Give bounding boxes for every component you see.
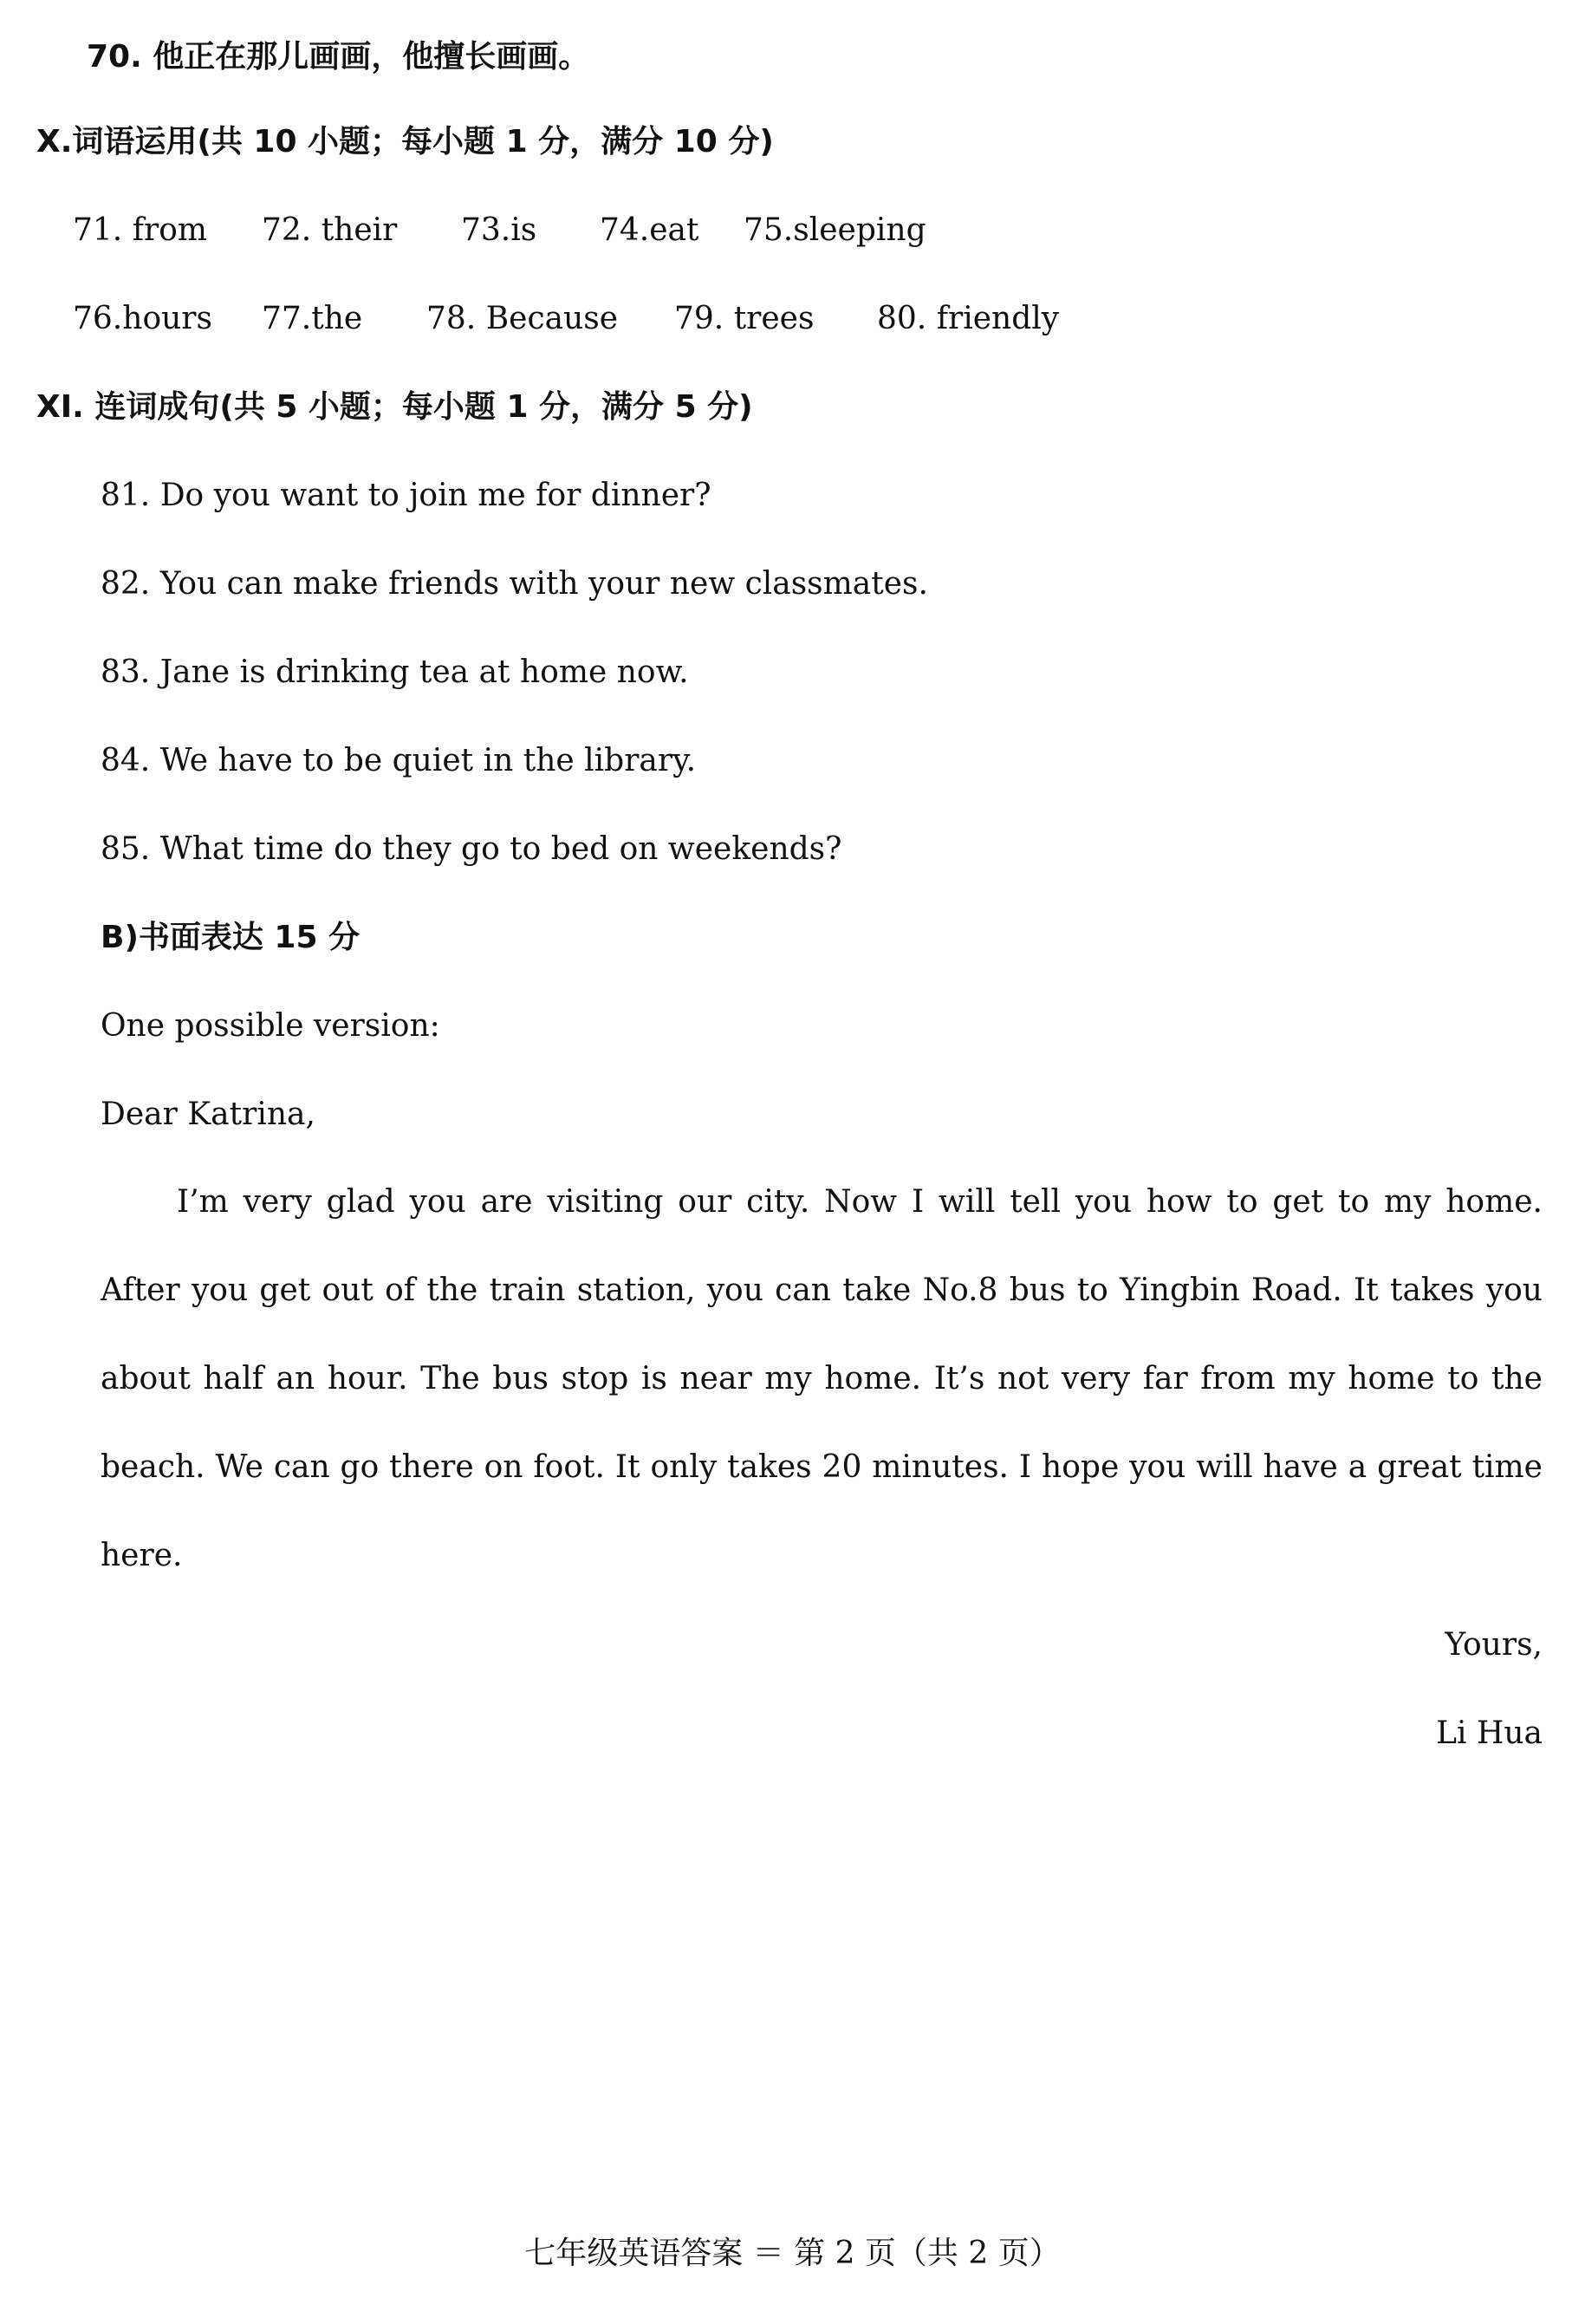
writing-heading: B)书面表达 15 分 [101, 920, 361, 955]
question-70: 70. 他正在那儿画画，他擅长画画。 [87, 39, 590, 75]
answer-73: 73.is [461, 212, 537, 248]
answer-81: 81. Do you want to join me for dinner? [101, 478, 711, 513]
letter-body: I’m very glad you are visiting our city. Now I will tell you how to get to my home. After you get out of the train station, you can take No.8 bus to Yingbin Road. It takes you about half an hour. The bus stop is near my home. It’s not very far from my home to the beach. We can go there on foot. It only takes 20 minutes. I hope you will have a great time here. [101, 1184, 1543, 1573]
page-footer: 七年级英语答案 ＝ 第 2 页（共 2 页） [524, 2236, 1061, 2271]
letter-closing: Yours, [1445, 1627, 1543, 1663]
answer-78: 78. Because [426, 301, 619, 336]
answer-83: 83. Jane is drinking tea at home now. [101, 654, 689, 690]
answer-75: 75.sleeping [744, 212, 926, 248]
answer-84: 84. We have to be quiet in the library. [101, 743, 697, 778]
answer-85: 85. What time do they go to bed on weekends? [101, 831, 842, 867]
writing-intro: One possible version: [101, 1008, 440, 1044]
section-xi-heading: XI. 连词成句(共 5 小题；每小题 1 分，满分 5 分) [36, 389, 753, 425]
answer-79: 79. trees [674, 301, 815, 336]
section-x-heading: X.词语运用(共 10 小题；每小题 1 分，满分 10 分) [36, 124, 774, 159]
answer-80: 80. friendly [877, 301, 1060, 336]
answer-72: 72. their [262, 212, 398, 248]
letter-greeting: Dear Katrina, [101, 1097, 315, 1132]
answer-82: 82. You can make friends with your new classmates. [101, 566, 928, 602]
answer-76: 76.hours [73, 301, 212, 336]
answer-71: 71. from [73, 212, 208, 248]
letter-signature: Li Hua [1436, 1715, 1543, 1751]
answer-77: 77.the [262, 301, 363, 336]
answer-74: 74.eat [600, 212, 699, 248]
